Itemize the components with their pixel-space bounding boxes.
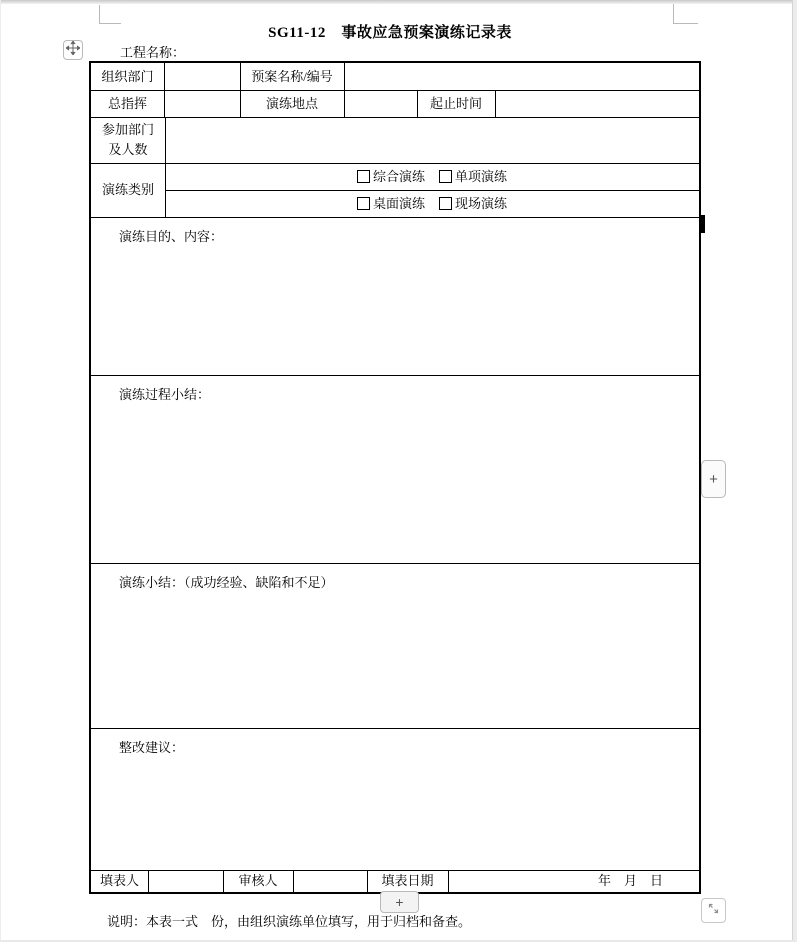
right-scroll-track[interactable]: [792, 0, 797, 942]
plan-name-field[interactable]: [344, 63, 699, 90]
checkbox-icon[interactable]: [439, 197, 452, 210]
filler-field[interactable]: [148, 870, 223, 892]
participants-label: [91, 117, 165, 163]
reviewer-field[interactable]: [293, 870, 367, 892]
plus-icon: +: [709, 470, 718, 488]
add-row-button[interactable]: [380, 891, 419, 913]
checkbox-option-single[interactable]: 单项演练: [439, 169, 507, 185]
org-dept-field[interactable]: [164, 63, 240, 90]
diagonal-arrows-icon: [706, 901, 721, 921]
checkbox-icon[interactable]: [357, 197, 370, 210]
participants-field[interactable]: [165, 117, 699, 163]
org-dept-label: 组织部门: [101, 68, 154, 84]
participants-label-line1: 参加部门: [101, 122, 154, 138]
checkbox-option-onsite[interactable]: 现场演练: [439, 196, 507, 212]
checkbox-icon[interactable]: [357, 170, 370, 183]
section-label: 演练小结：（成功经验、缺陷和不足）: [119, 575, 334, 590]
document-title: SG11-12 事故应急预案演练记录表: [268, 25, 512, 41]
time-label: 起止时间: [429, 95, 482, 111]
participants-label-line2: 及人数: [108, 142, 148, 157]
section-label: 演练目的、内容：: [119, 229, 224, 244]
border-selection-mark: [699, 215, 705, 233]
section-label: 整改建议：: [119, 740, 185, 755]
chief-label: 总指挥: [107, 95, 147, 111]
table-resize-handle[interactable]: [701, 898, 726, 923]
drill-record-table: [89, 61, 701, 894]
plus-icon: +: [395, 894, 404, 910]
reviewer-label: 审核人: [238, 873, 278, 889]
category-options-row1: [165, 163, 699, 190]
checkbox-option-tabletop[interactable]: 桌面演练: [357, 196, 425, 212]
time-field[interactable]: [495, 90, 699, 117]
checkbox-icon[interactable]: [439, 170, 452, 183]
location-field[interactable]: [344, 90, 417, 117]
add-column-button[interactable]: [701, 460, 726, 498]
section-label: 演练过程小结：: [119, 387, 211, 402]
section-drill-summary[interactable]: [91, 563, 699, 728]
location-label: 演练地点: [265, 95, 318, 111]
category-options-row2: [165, 190, 699, 217]
section-purpose-content[interactable]: [91, 217, 699, 375]
checkbox-option-comprehensive[interactable]: 综合演练: [357, 169, 425, 185]
plan-name-label: 预案名称/编号: [251, 68, 333, 84]
date-field[interactable]: 年 月 日: [597, 873, 663, 889]
table-move-handle[interactable]: [63, 40, 83, 60]
chief-field[interactable]: [164, 90, 240, 117]
page-top-shadow: [0, 0, 797, 4]
page-left-edge: [0, 0, 1, 942]
project-name-label: 工程名称：: [120, 45, 186, 60]
move-cross-icon: [66, 41, 80, 60]
filler-label: 填表人: [99, 873, 139, 889]
section-process-summary[interactable]: [91, 375, 699, 563]
category-label: 演练类别: [101, 182, 154, 198]
section-rectification[interactable]: [91, 728, 699, 870]
form-instruction-note: 说明：本表一式 份，由组织演练单位填写，用于归档和备查。: [107, 914, 472, 929]
date-label: 填表日期: [381, 873, 434, 889]
